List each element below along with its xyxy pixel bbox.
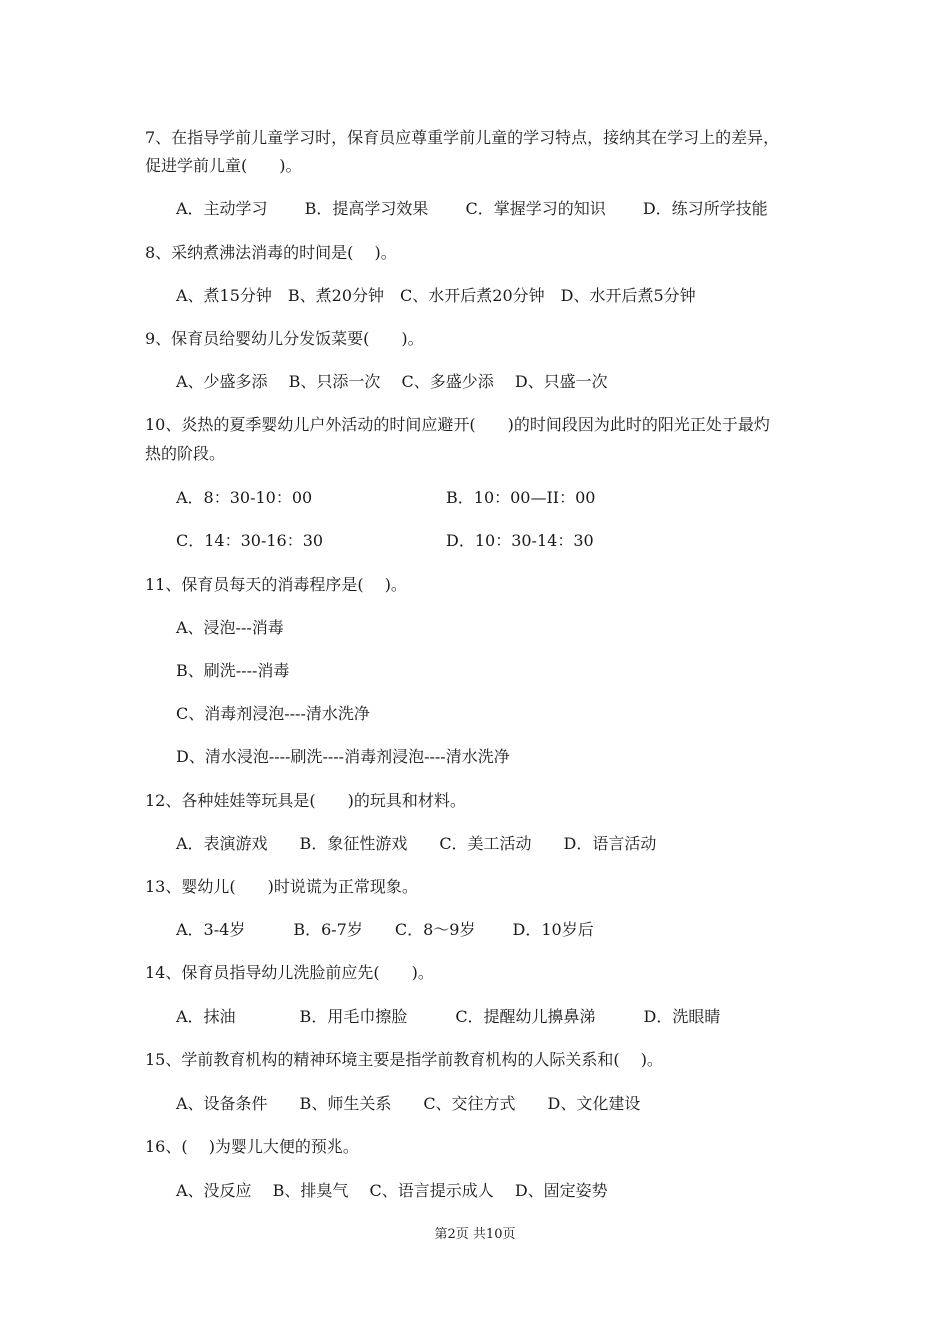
question-11-stem: 11、保育员每天的消毒程序是( )。 (145, 575, 407, 594)
question-13-options: A．3-4岁 B．6-7岁 C．8～9岁 D．10岁后 (176, 920, 594, 939)
question-16-stem: 16、( )为婴儿大便的预兆。 (145, 1137, 359, 1156)
question-8-stem: 8、采纳煮沸法消毒的时间是( )。 (145, 243, 397, 262)
question-11-option-c: C、消毒剂浸泡----清水洗净 (176, 704, 370, 723)
question-16-options: A、没反应 B、排臭气 C、语言提示成人 D、固定姿势 (176, 1181, 608, 1200)
question-7-options: A．主动学习 B．提高学习效果 C．掌握学习的知识 D．练习所学技能 (176, 199, 768, 218)
question-14-stem: 14、保育员指导幼儿洗脸前应先( )。 (145, 963, 434, 982)
question-10-option-d: D．10：30-14：30 (446, 531, 594, 550)
question-9-stem: 9、保育员给婴幼儿分发饭菜要( )。 (145, 329, 424, 348)
question-7-line-2: 促进学前儿童( )。 (145, 156, 302, 175)
question-10-line-2: 热的阶段。 (145, 444, 226, 463)
question-10-option-b: B．10：00—II：00 (446, 488, 596, 507)
question-11-option-b: B、刷洗----消毒 (176, 661, 290, 680)
question-9-options: A、少盛多添 B、只添一次 C、多盛少添 D、只盛一次 (176, 372, 608, 391)
question-15-stem: 15、学前教育机构的精神环境主要是指学前教育机构的人际关系和( )。 (145, 1050, 663, 1069)
page-number-footer: 第2页 共10页 (434, 1227, 516, 1242)
question-10-line-1: 10、炎热的夏季婴幼儿户外活动的时间应避开( )的时间段因为此时的阳光正处于最灼 (145, 415, 770, 434)
question-13-stem: 13、婴幼儿( )时说谎为正常现象。 (145, 877, 418, 896)
question-12-stem: 12、各种娃娃等玩具是( )的玩具和材料。 (145, 791, 466, 810)
question-8-options: A、煮15分钟 B、煮20分钟 C、水开后煮20分钟 D、水开后煮5分钟 (176, 286, 696, 305)
question-14-options: A．抹油 B．用毛巾擦脸 C．提醒幼儿擤鼻涕 D．洗眼睛 (176, 1007, 721, 1026)
question-12-options: A．表演游戏 B．象征性游戏 C．美工活动 D．语言活动 (176, 834, 657, 853)
question-15-options: A、设备条件 B、师生关系 C、交往方式 D、文化建设 (176, 1094, 641, 1113)
question-10-option-c: C．14：30-16：30 (176, 531, 324, 550)
question-10-option-a: A．8：30-10：00 (176, 488, 313, 507)
question-7-line-1: 7、在指导学前儿童学习时，保育员应尊重学前儿童的学习特点，接纳其在学习上的差异， (145, 128, 780, 147)
question-11-option-d: D、清水浸泡----刷洗----消毒剂浸泡----清水洗净 (176, 747, 510, 766)
question-11-option-a: A、浸泡---消毒 (176, 618, 284, 637)
